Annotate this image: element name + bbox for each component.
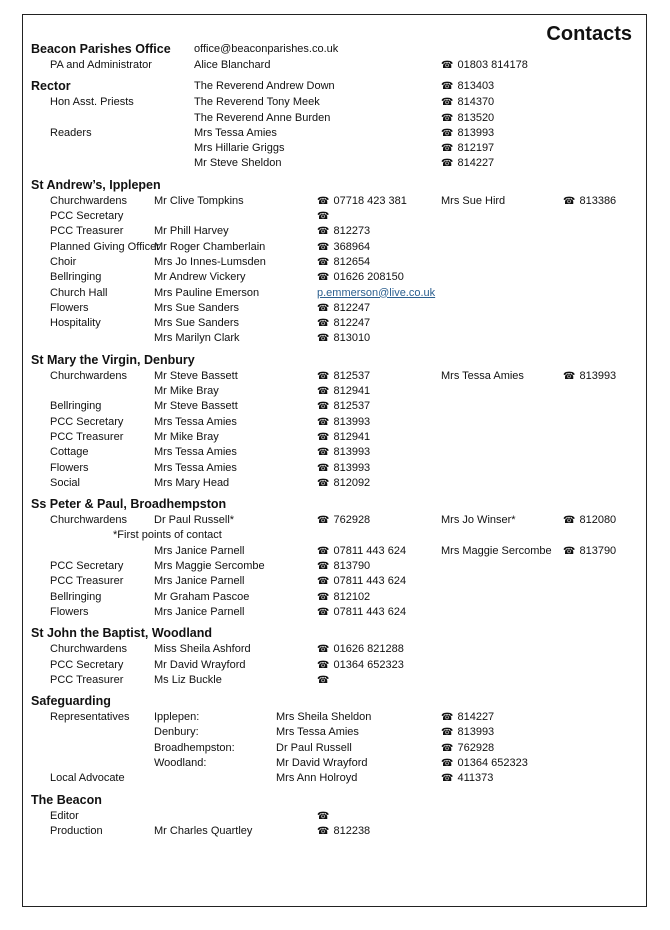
contact-row: [31, 286, 636, 301]
contact-row: [31, 369, 636, 384]
telephone-icon: ☎: [317, 333, 330, 345]
section-rector: [31, 78, 636, 171]
contact-name: Mrs Tessa Amies: [276, 726, 359, 739]
contact-name: Miss Sheila Ashford: [154, 643, 251, 656]
phone-entry: [317, 513, 370, 528]
contact-role: Choir: [50, 255, 77, 268]
contact-name: Mrs Hillarie Griggs: [194, 142, 285, 155]
telephone-icon: ☎: [441, 97, 454, 109]
contact-row: [31, 141, 636, 156]
telephone-icon: ☎: [563, 195, 576, 207]
telephone-icon: ☎: [317, 447, 330, 459]
phone-entry: [317, 194, 407, 209]
telephone-icon: ☎: [317, 674, 330, 686]
contact-row: [31, 430, 636, 445]
telephone-icon: ☎: [317, 561, 330, 573]
phone-number: 812092: [333, 476, 371, 489]
contact-row: [31, 270, 636, 285]
telephone-icon: ☎: [317, 477, 330, 489]
contact-row: [31, 255, 636, 270]
phone-entry: [317, 331, 370, 346]
contact-row: [31, 445, 636, 460]
phone-entry: [317, 369, 370, 384]
contact-name: Dr Paul Russell: [276, 741, 352, 754]
phone-entry: [317, 224, 370, 239]
phone-entry: [317, 430, 370, 445]
contact-name: Alice Blanchard: [194, 59, 271, 71]
phone-entry: [441, 756, 528, 771]
contact-role: Churchwardens: [50, 369, 128, 382]
phone-entry: [317, 574, 406, 589]
telephone-icon: ☎: [317, 810, 330, 822]
phone-number: 07811 443 624: [333, 544, 407, 557]
telephone-icon: ☎: [563, 545, 576, 557]
contact-row: [31, 240, 636, 255]
contact-name: Mrs Sheila Sheldon: [276, 711, 372, 724]
phone-entry: [441, 725, 494, 740]
phone-entry: [317, 316, 370, 331]
section-heading: St Andrew’s, Ipplepen: [31, 177, 161, 192]
section-heading: St Mary the Virgin, Denbury: [31, 352, 195, 367]
phone-number: 813520: [457, 111, 495, 124]
contact-row: [31, 301, 636, 316]
contact-role: Churchwardens: [50, 194, 128, 207]
phone-entry: [441, 78, 494, 95]
parish-label: Broadhempston:: [154, 741, 235, 754]
phone-number: 07718 423 381: [333, 194, 407, 207]
contact-name: Mrs Tessa Amies: [154, 415, 237, 428]
contact-name: Mr Mike Bray: [154, 430, 219, 443]
contact-role: Editor: [50, 809, 79, 822]
phone-number: 813403: [457, 80, 495, 93]
phone-number: 812941: [333, 385, 371, 398]
phone-entry: [441, 95, 494, 110]
phone-number: 07811 443 624: [333, 575, 407, 588]
footnote: *First points of contact: [113, 529, 222, 542]
contacts-list: [31, 41, 636, 844]
telephone-icon: ☎: [317, 416, 330, 428]
phone-number: 814227: [457, 711, 495, 724]
contact-name: Mrs Mary Head: [154, 476, 230, 489]
contact-role: Production: [50, 824, 103, 837]
phone-number: 812080: [579, 514, 617, 527]
telephone-icon: ☎: [317, 515, 330, 527]
telephone-icon: ☎: [441, 60, 454, 71]
contact-role: PCC Treasurer: [50, 430, 124, 443]
telephone-icon: ☎: [441, 757, 454, 769]
contact-row: [31, 771, 636, 786]
contact-role: PCC Treasurer: [50, 575, 124, 588]
phone-entry: [317, 301, 370, 316]
contact-name: Mrs Tessa Amies: [154, 446, 237, 459]
phone-number: 813993: [457, 126, 495, 139]
telephone-icon: ☎: [317, 431, 330, 443]
phone-entry: [317, 642, 404, 657]
telephone-icon: ☎: [441, 712, 454, 724]
contact-role: Hospitality: [50, 317, 101, 330]
phone-entry: [317, 544, 406, 559]
phone-entry: [441, 156, 494, 171]
telephone-icon: ☎: [317, 211, 330, 223]
phone-number: 812273: [333, 225, 371, 238]
section-denbury: [31, 352, 636, 491]
telephone-icon: ☎: [563, 515, 576, 527]
telephone-icon: ☎: [441, 127, 454, 139]
contact-row: [31, 316, 636, 331]
contact-row: [31, 559, 636, 574]
phone-entry-secondary: [563, 544, 616, 559]
contact-role: Bellringing: [50, 271, 102, 284]
section-heading: Rector: [31, 79, 71, 94]
contact-name: Mrs Jo Innes-Lumsden: [154, 255, 266, 268]
contact-role: Churchwardens: [50, 643, 128, 656]
contact-name: Mrs Janice Parnell: [154, 605, 245, 618]
contact-role: Flowers: [50, 301, 89, 314]
telephone-icon: ☎: [317, 644, 330, 656]
contact-row: [31, 741, 636, 756]
phone-number: 813993: [579, 369, 617, 382]
contact-name: Mrs Tessa Amies: [194, 126, 277, 139]
telephone-icon: ☎: [317, 591, 330, 603]
email-link[interactable]: p.emmerson@live.co.uk: [317, 286, 436, 299]
contact-row: [31, 824, 636, 839]
phone-entry: [317, 590, 370, 605]
contact-name: Mr Graham Pascoe: [154, 590, 250, 603]
phone-number: 368964: [333, 240, 371, 253]
contact-row: [31, 41, 636, 58]
telephone-icon: ☎: [317, 386, 330, 398]
contact-role: Social: [50, 476, 80, 489]
phone-number: 812247: [333, 317, 371, 330]
contact-name: Mr Clive Tompkins: [154, 194, 244, 207]
contact-name: Mr David Wrayford: [154, 658, 246, 671]
contact-row: [31, 331, 636, 346]
telephone-icon: ☎: [317, 241, 330, 253]
phone-number: 813993: [333, 415, 371, 428]
contact-row: [31, 528, 636, 543]
telephone-icon: ☎: [317, 195, 330, 207]
contact-row: [31, 605, 636, 620]
phone-entry: [441, 111, 494, 126]
contact-role: PCC Secretary: [50, 415, 124, 428]
contact-row: [31, 194, 636, 209]
contact-name-secondary: Mrs Tessa Amies: [441, 369, 524, 382]
contact-role: Flowers: [50, 605, 89, 618]
telephone-icon: ☎: [317, 370, 330, 382]
contact-row: [31, 658, 636, 673]
phone-number: 01803 814178: [457, 59, 528, 71]
section-heading: St John the Baptist, Woodland: [31, 626, 213, 641]
phone-number: 812537: [333, 369, 371, 382]
section-broadhempston: [31, 496, 636, 620]
contact-row: [31, 384, 636, 399]
phone-entry: [317, 605, 406, 620]
contact-name: Mr Phill Harvey: [154, 225, 229, 238]
section-ipplepen: [31, 177, 636, 347]
section-woodland: [31, 625, 636, 688]
contact-row: [31, 725, 636, 740]
section-heading: Safeguarding: [31, 694, 111, 709]
contact-name-secondary: Mrs Sue Hird: [441, 194, 506, 207]
contact-name: Mr Steve Sheldon: [194, 157, 282, 170]
phone-number: 762928: [457, 741, 495, 754]
parish-label: Denbury:: [154, 726, 199, 739]
contact-row: [31, 209, 636, 224]
telephone-icon: ☎: [317, 256, 330, 268]
contact-name: Mrs Marilyn Clark: [154, 332, 240, 345]
contact-role: Readers: [50, 126, 92, 139]
telephone-icon: ☎: [441, 112, 454, 124]
phone-number: 812197: [457, 142, 495, 155]
contact-role: Local Advocate: [50, 772, 125, 785]
contact-name: Mrs Janice Parnell: [154, 575, 245, 588]
contact-name: The Reverend Anne Burden: [194, 111, 331, 124]
telephone-icon: ☎: [317, 226, 330, 238]
phone-number: 814227: [457, 157, 495, 170]
phone-entry: [441, 710, 494, 725]
phone-entry: [317, 445, 370, 460]
phone-number: 813993: [333, 461, 371, 474]
contact-row: [31, 710, 636, 725]
contact-row: [31, 78, 636, 95]
contact-role: Cottage: [50, 446, 89, 459]
contact-name: Mrs Janice Parnell: [154, 544, 245, 557]
contact-name: Mrs Ann Holroyd: [276, 772, 358, 785]
phone-entry: [317, 658, 404, 673]
section-heading: Ss Peter & Paul, Broadhempston: [31, 497, 227, 512]
contact-row: [31, 756, 636, 771]
contact-name: Mrs Tessa Amies: [154, 461, 237, 474]
contact-name: Dr Paul Russell*: [154, 514, 235, 527]
section-the-beacon: [31, 792, 636, 840]
contact-name: The Reverend Tony Meek: [194, 96, 320, 109]
phone-entry: [441, 741, 494, 756]
phone-entry: [317, 461, 370, 476]
contact-role: Church Hall: [50, 286, 108, 299]
telephone-icon: ☎: [441, 81, 454, 93]
contact-row: [31, 461, 636, 476]
contact-name-secondary: Mrs Maggie Sercombe: [441, 544, 552, 557]
telephone-icon: ☎: [317, 318, 330, 330]
contact-role: Bellringing: [50, 400, 102, 413]
telephone-icon: ☎: [317, 302, 330, 314]
contact-role: PCC Secretary: [50, 210, 124, 223]
contact-row: [31, 809, 636, 824]
phone-number: 01364 652323: [457, 756, 528, 769]
phone-entry: [317, 399, 370, 414]
phone-entry: [441, 141, 494, 156]
phone-entry: [317, 476, 370, 491]
phone-entry: [317, 809, 329, 824]
telephone-icon: ☎: [317, 576, 330, 588]
contact-name: Mr Andrew Vickery: [154, 271, 246, 284]
page-title: Contacts: [546, 23, 632, 45]
phone-number: 812102: [333, 590, 371, 603]
telephone-icon: ☎: [441, 742, 454, 754]
phone-number: 814370: [457, 96, 495, 109]
parish-label: Woodland:: [154, 756, 207, 769]
phone-number: 07811 443 624: [333, 605, 407, 618]
phone-entry: [317, 415, 370, 430]
phone-number: 813790: [579, 544, 617, 557]
phone-entry: [317, 240, 370, 255]
contact-name: Mrs Sue Sanders: [154, 317, 239, 330]
telephone-icon: ☎: [317, 545, 330, 557]
phone-entry: [441, 771, 493, 786]
contact-role: Hon Asst. Priests: [50, 96, 134, 109]
section-safeguarding: [31, 693, 636, 786]
telephone-icon: ☎: [317, 825, 330, 837]
contact-role: PCC Secretary: [50, 658, 124, 671]
contact-name: The Reverend Andrew Down: [194, 80, 335, 93]
phone-entry: [317, 673, 329, 688]
contact-role: Planned Giving Officer: [50, 240, 160, 253]
phone-number: 813010: [333, 332, 371, 345]
phone-number: 813386: [579, 194, 617, 207]
contact-name: Mr Roger Chamberlain: [154, 240, 266, 253]
phone-number: 812247: [333, 301, 371, 314]
contact-role: PA and Administrator: [50, 59, 152, 71]
contact-row: [31, 415, 636, 430]
telephone-icon: ☎: [441, 158, 454, 170]
phone-number: 812941: [333, 430, 371, 443]
contact-row: [31, 224, 636, 239]
contact-name: Mr David Wrayford: [276, 756, 368, 769]
telephone-icon: ☎: [317, 659, 330, 671]
contact-role: PCC Treasurer: [50, 673, 124, 686]
contact-name: Mrs Sue Sanders: [154, 301, 239, 314]
section-beacon-office: [31, 41, 636, 73]
telephone-icon: ☎: [317, 401, 330, 413]
phone-entry-secondary: [563, 513, 616, 528]
contact-role: PCC Secretary: [50, 560, 124, 573]
phone-number: 01364 652323: [333, 658, 404, 671]
phone-entry: [317, 384, 370, 399]
contact-role: Churchwardens: [50, 514, 128, 527]
phone-number: 812537: [333, 400, 371, 413]
contact-row: [31, 95, 636, 110]
section-heading: Beacon Parishes Office: [31, 42, 171, 56]
phone-entry: [317, 270, 404, 285]
phone-entry: [441, 58, 528, 73]
phone-number: 813993: [457, 726, 495, 739]
contact-row: [31, 111, 636, 126]
contact-row: [31, 58, 636, 73]
parish-label: Ipplepen:: [154, 711, 200, 724]
phone-number: 812238: [333, 824, 371, 837]
telephone-icon: ☎: [441, 727, 454, 739]
telephone-icon: ☎: [317, 462, 330, 474]
contact-role: Bellringing: [50, 590, 102, 603]
telephone-icon: ☎: [317, 272, 330, 284]
telephone-icon: ☎: [317, 606, 330, 618]
phone-number: 762928: [333, 514, 371, 527]
phone-entry: [441, 126, 494, 141]
contact-name-secondary: Mrs Jo Winser*: [441, 514, 516, 527]
phone-number: 813790: [333, 560, 371, 573]
phone-entry: [317, 824, 370, 839]
contact-name: Mrs Maggie Sercombe: [154, 560, 265, 573]
contact-row: [31, 590, 636, 605]
contact-name: Mrs Pauline Emerson: [154, 286, 260, 299]
contact-role: Representatives: [50, 711, 130, 724]
contact-row: [31, 476, 636, 491]
contact-row: [31, 673, 636, 688]
contact-row: [31, 574, 636, 589]
phone-entry: [317, 559, 370, 574]
contact-name: Mr Steve Bassett: [154, 369, 238, 382]
phone-number: 812654: [333, 255, 371, 268]
telephone-icon: ☎: [563, 370, 576, 382]
section-heading: The Beacon: [31, 792, 102, 807]
contact-name: Mr Steve Bassett: [154, 400, 238, 413]
contact-row: [31, 642, 636, 657]
phone-entry-secondary: [563, 369, 616, 384]
contact-row: [31, 399, 636, 414]
phone-number: 813993: [333, 446, 371, 459]
contact-name: office@beaconparishes.co.uk: [194, 43, 339, 55]
contact-row: [31, 156, 636, 171]
phone-entry: [317, 255, 370, 270]
phone-entry-secondary: [563, 194, 616, 209]
phone-number: 01626 208150: [333, 271, 404, 284]
contact-row: [31, 126, 636, 141]
contact-row: [31, 513, 636, 528]
contact-role: Flowers: [50, 461, 89, 474]
contacts-page: [22, 14, 647, 907]
telephone-icon: ☎: [441, 143, 454, 155]
contact-name: Ms Liz Buckle: [154, 673, 222, 686]
phone-entry: [317, 209, 329, 224]
telephone-icon: ☎: [441, 773, 454, 785]
contact-name: Mr Charles Quartley: [154, 824, 253, 837]
contact-role: PCC Treasurer: [50, 225, 124, 238]
contact-name: Mr Mike Bray: [154, 385, 219, 398]
phone-number: 01626 821288: [333, 643, 404, 656]
phone-number: 411373: [457, 772, 494, 785]
contact-row: [31, 544, 636, 559]
